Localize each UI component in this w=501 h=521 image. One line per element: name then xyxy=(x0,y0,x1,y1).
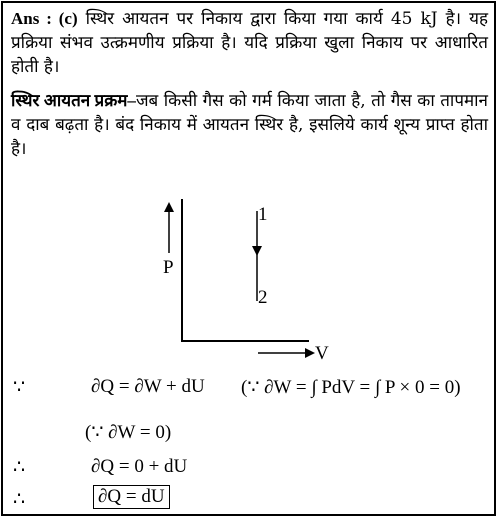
answer-text-2: जब किसी गैस को गर्म किया जाता है, तो गैस का तापमान व दाब बढ़ता है। बंद निकाय में आयतन स्थिर है, इसलिये कार्य शून्य प्राप्त होता है। xyxy=(11,91,488,159)
answer-box xyxy=(1,1,496,516)
final-equation-boxed: ∂Q = dU xyxy=(93,485,170,509)
therefore-symbol-2: ∴ xyxy=(13,489,26,510)
x-axis-label: V xyxy=(315,343,329,364)
point-1-label: 1 xyxy=(258,204,268,225)
section-heading: स्थिर आयतन प्रक्रम– xyxy=(11,91,136,110)
therefore-symbol-1: ∴ xyxy=(13,457,26,478)
equation-1: ∂Q = ∂W + dU xyxy=(91,376,205,397)
y-axis-label: P xyxy=(163,257,174,278)
equation-2: (∵ ∂W = 0) xyxy=(85,422,172,443)
equation-1-note: (∵ ∂W = ∫ PdV = ∫ P × 0 = 0) xyxy=(241,377,461,398)
answer-text-1: स्थिर आयतन पर निकाय द्वारा किया गया कार्य 45 kJ है। यह प्रक्रिया संभव उत्क्रमणीय प्रक्रिया है। यदि प्रक्रिया खुला निकाय पर आधारित होती है। xyxy=(11,9,488,77)
answer-prefix: Ans : (c) xyxy=(11,9,78,28)
pv-diagram xyxy=(3,3,498,518)
point-2-label: 2 xyxy=(258,287,268,308)
equation-3: ∂Q = 0 + dU xyxy=(91,456,188,477)
because-symbol: ∵ xyxy=(13,377,26,398)
